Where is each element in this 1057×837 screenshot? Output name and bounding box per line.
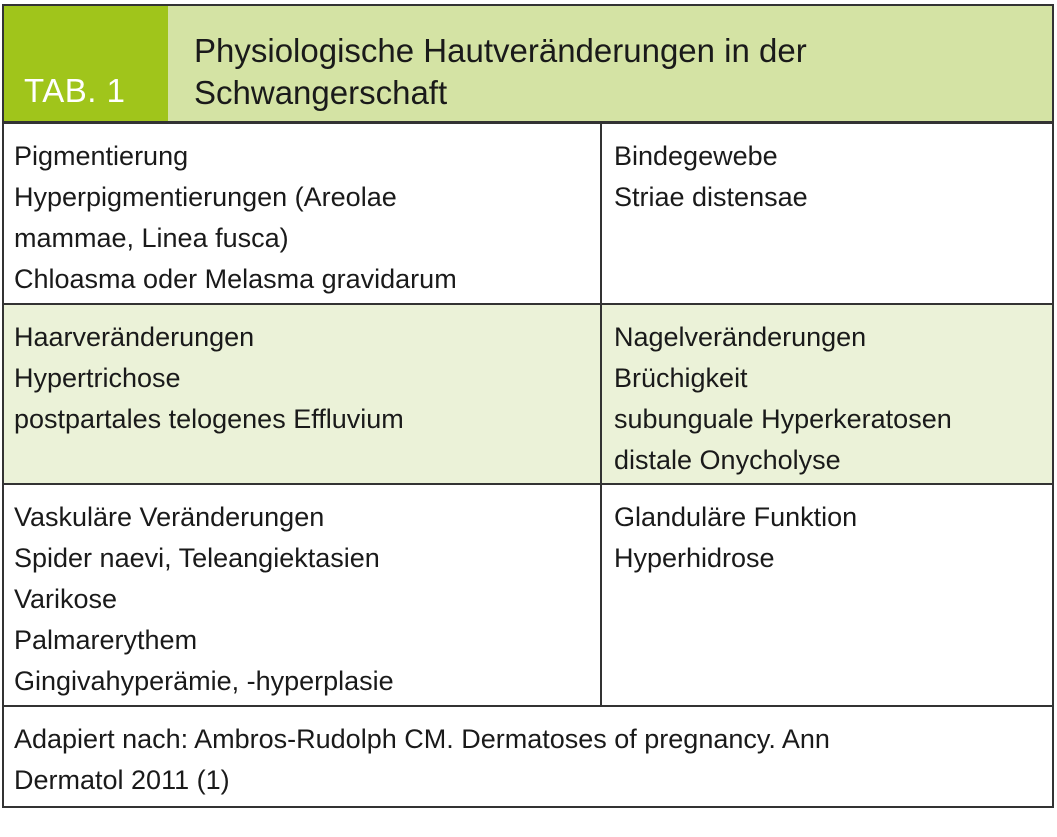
cell-nagelveraenderungen: [602, 305, 1052, 483]
cell-line: Haarveränderungen: [14, 322, 255, 352]
cell-line: Striae distensae: [614, 182, 808, 212]
cell-line: Gingivahyperämie, -hyperplasie: [14, 666, 394, 696]
table: [2, 4, 1054, 808]
cell-line: Chloasma oder Melasma gravidarum: [14, 264, 457, 294]
table-title-line-1: Physiologische Hautveränderungen in der: [194, 32, 807, 69]
cell-bindegewebe: [602, 124, 1052, 303]
cell-line: Bindegewebe: [614, 141, 778, 171]
cell-vaskulaere-veraenderungen: [4, 485, 602, 705]
table-header: [4, 6, 1052, 124]
table-row-haar-nagel: [4, 305, 1052, 485]
footnote-line-2: Dermatol 2011 (1): [14, 765, 230, 795]
cell-line: Varikose: [14, 584, 118, 614]
table-footnote: [4, 705, 1052, 801]
cell-pigmentierung: [4, 124, 602, 303]
cell-line: Glanduläre Funktion: [614, 502, 858, 532]
cell-haarveraenderungen: [4, 305, 602, 483]
table-title: [194, 30, 1014, 114]
cell-line: Nagelveränderungen: [614, 322, 867, 352]
cell-line: postpartales telogenes Effluvium: [14, 404, 404, 434]
cell-line: Brüchigkeit: [614, 363, 748, 393]
table-title-line-2: Schwangerschaft: [194, 74, 448, 111]
table-row-vaskulaer-glandulaer: [4, 485, 1052, 707]
table-row-pigmentierung: [4, 124, 1052, 305]
cell-line: Hyperpigmentierungen (Areolae: [14, 182, 397, 212]
table-number-label: TAB. 1: [4, 6, 168, 121]
cell-line: subunguale Hyperkeratosen: [614, 404, 952, 434]
cell-line: Hyperhidrose: [614, 543, 775, 573]
cell-line: distale Onycholyse: [614, 445, 841, 475]
cell-line: mammae, Linea fusca): [14, 223, 289, 253]
cell-line: Hypertrichose: [14, 363, 181, 393]
cell-line: Palmarerythem: [14, 625, 198, 655]
footnote-line-1: Adapiert nach: Ambros-Rudolph CM. Dermatoses of pregnancy. Ann: [14, 724, 830, 754]
cell-line: Vaskuläre Veränderungen: [14, 502, 325, 532]
cell-line: Spider naevi, Teleangiektasien: [14, 543, 380, 573]
cell-line: Pigmentierung: [14, 141, 189, 171]
cell-glandulaere-funktion: [602, 485, 1052, 705]
